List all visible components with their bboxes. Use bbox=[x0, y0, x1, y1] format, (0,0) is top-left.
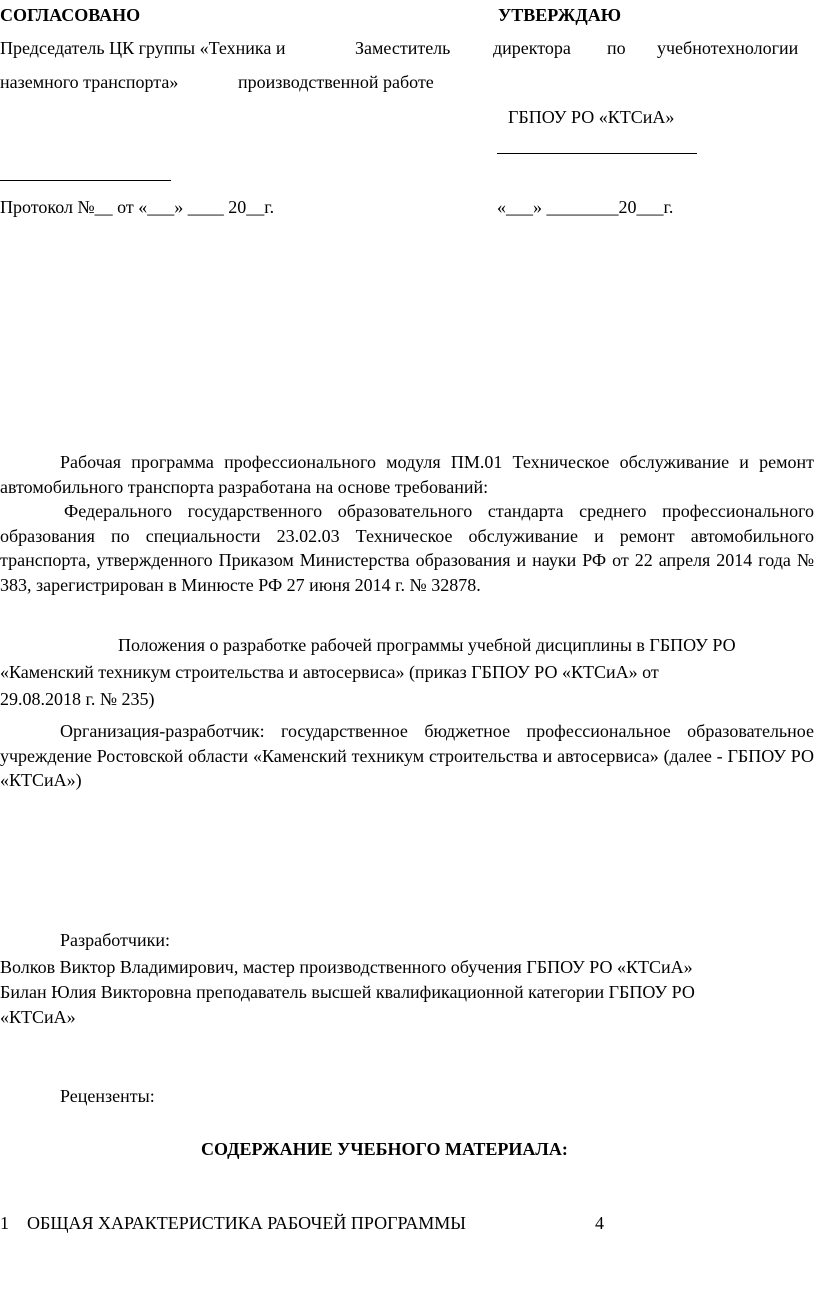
reviewers-heading: Рецензенты: bbox=[60, 1086, 155, 1106]
approval-date-line: «___» ________20___г. bbox=[497, 197, 674, 217]
deputy-word: Заместитель bbox=[355, 38, 451, 58]
signature-line-left bbox=[0, 180, 171, 181]
developer-2: Билан Юлия Викторовна преподаватель высшей квалификационной категории ГБПОУ РО bbox=[0, 982, 695, 1002]
regulation-line-2: «Каменский техникум строительства и автосервиса» (приказ ГБПОУ РО «КТСиА» от bbox=[0, 662, 659, 682]
chairman-line: Председатель ЦК группы «Техника и bbox=[0, 38, 286, 58]
director-word: директора bbox=[493, 38, 571, 58]
by-word: по bbox=[607, 38, 626, 58]
protocol-line: Протокол №__ от «___» ____ 20__г. bbox=[0, 197, 275, 217]
organization-paragraph: Организация-разработчик: государственное бюджетное профессиональное образовательное учреждение Ростовской области «Каменский техникум строительства и автосервиса» (далее - ГБПОУ РО «КТСиА») bbox=[0, 721, 814, 790]
developer-1: Волков Виктор Владимирович, мастер производственного обучения ГБПОУ РО «КТСиА» bbox=[0, 957, 693, 977]
approved-heading: СОГЛАСОВАНО bbox=[0, 5, 141, 25]
program-basis-paragraph: Рабочая программа профессионального модуля ПМ.01 Техническое обслуживание и ремонт автомобильного транспорта разработана на основе требований: bbox=[0, 452, 814, 497]
contents-item-page: 4 bbox=[595, 1213, 604, 1233]
signature-line-right bbox=[497, 153, 697, 154]
transport-group-line: наземного транспорта» bbox=[0, 72, 179, 92]
developers-heading: Разработчики: bbox=[60, 930, 170, 950]
program-basis-block bbox=[0, 450, 814, 597]
regulation-line-1: Положения о разработке рабочей программы учебной дисциплины в ГБПОУ РО bbox=[118, 635, 736, 655]
contents-title: СОДЕРЖАНИЕ УЧЕБНОГО МАТЕРИАЛА: bbox=[201, 1139, 568, 1159]
developer-2-org: «КТСиА» bbox=[0, 1007, 76, 1027]
contents-item-number: 1 bbox=[0, 1213, 9, 1233]
organization-right: ГБПОУ РО «КТСиА» bbox=[508, 107, 675, 127]
fgos-paragraph: Федерального государственного образовательного стандарта среднего профессионального образования по специальности 23.02.03 Техническое обслуживание и ремонт автомобильного транспорта, утвержденного Приказом Министерства образования и науки РФ от 22 апреля 2014 года № 383, зарегистрирован в Минюсте РФ 27 июня 2014 г. № 32878. bbox=[0, 501, 814, 595]
contents-item-title: ОБЩАЯ ХАРАКТЕРИСТИКА РАБОЧЕЙ ПРОГРАММЫ bbox=[27, 1213, 466, 1233]
regulation-line-3: 29.08.2018 г. № 235) bbox=[0, 689, 155, 709]
teaching-tech-word: учебнотехнологии bbox=[657, 38, 799, 58]
confirm-heading: УТВЕРЖДАЮ bbox=[498, 5, 622, 25]
production-work-line: производственной работе bbox=[238, 72, 434, 92]
organization-block bbox=[0, 719, 814, 793]
